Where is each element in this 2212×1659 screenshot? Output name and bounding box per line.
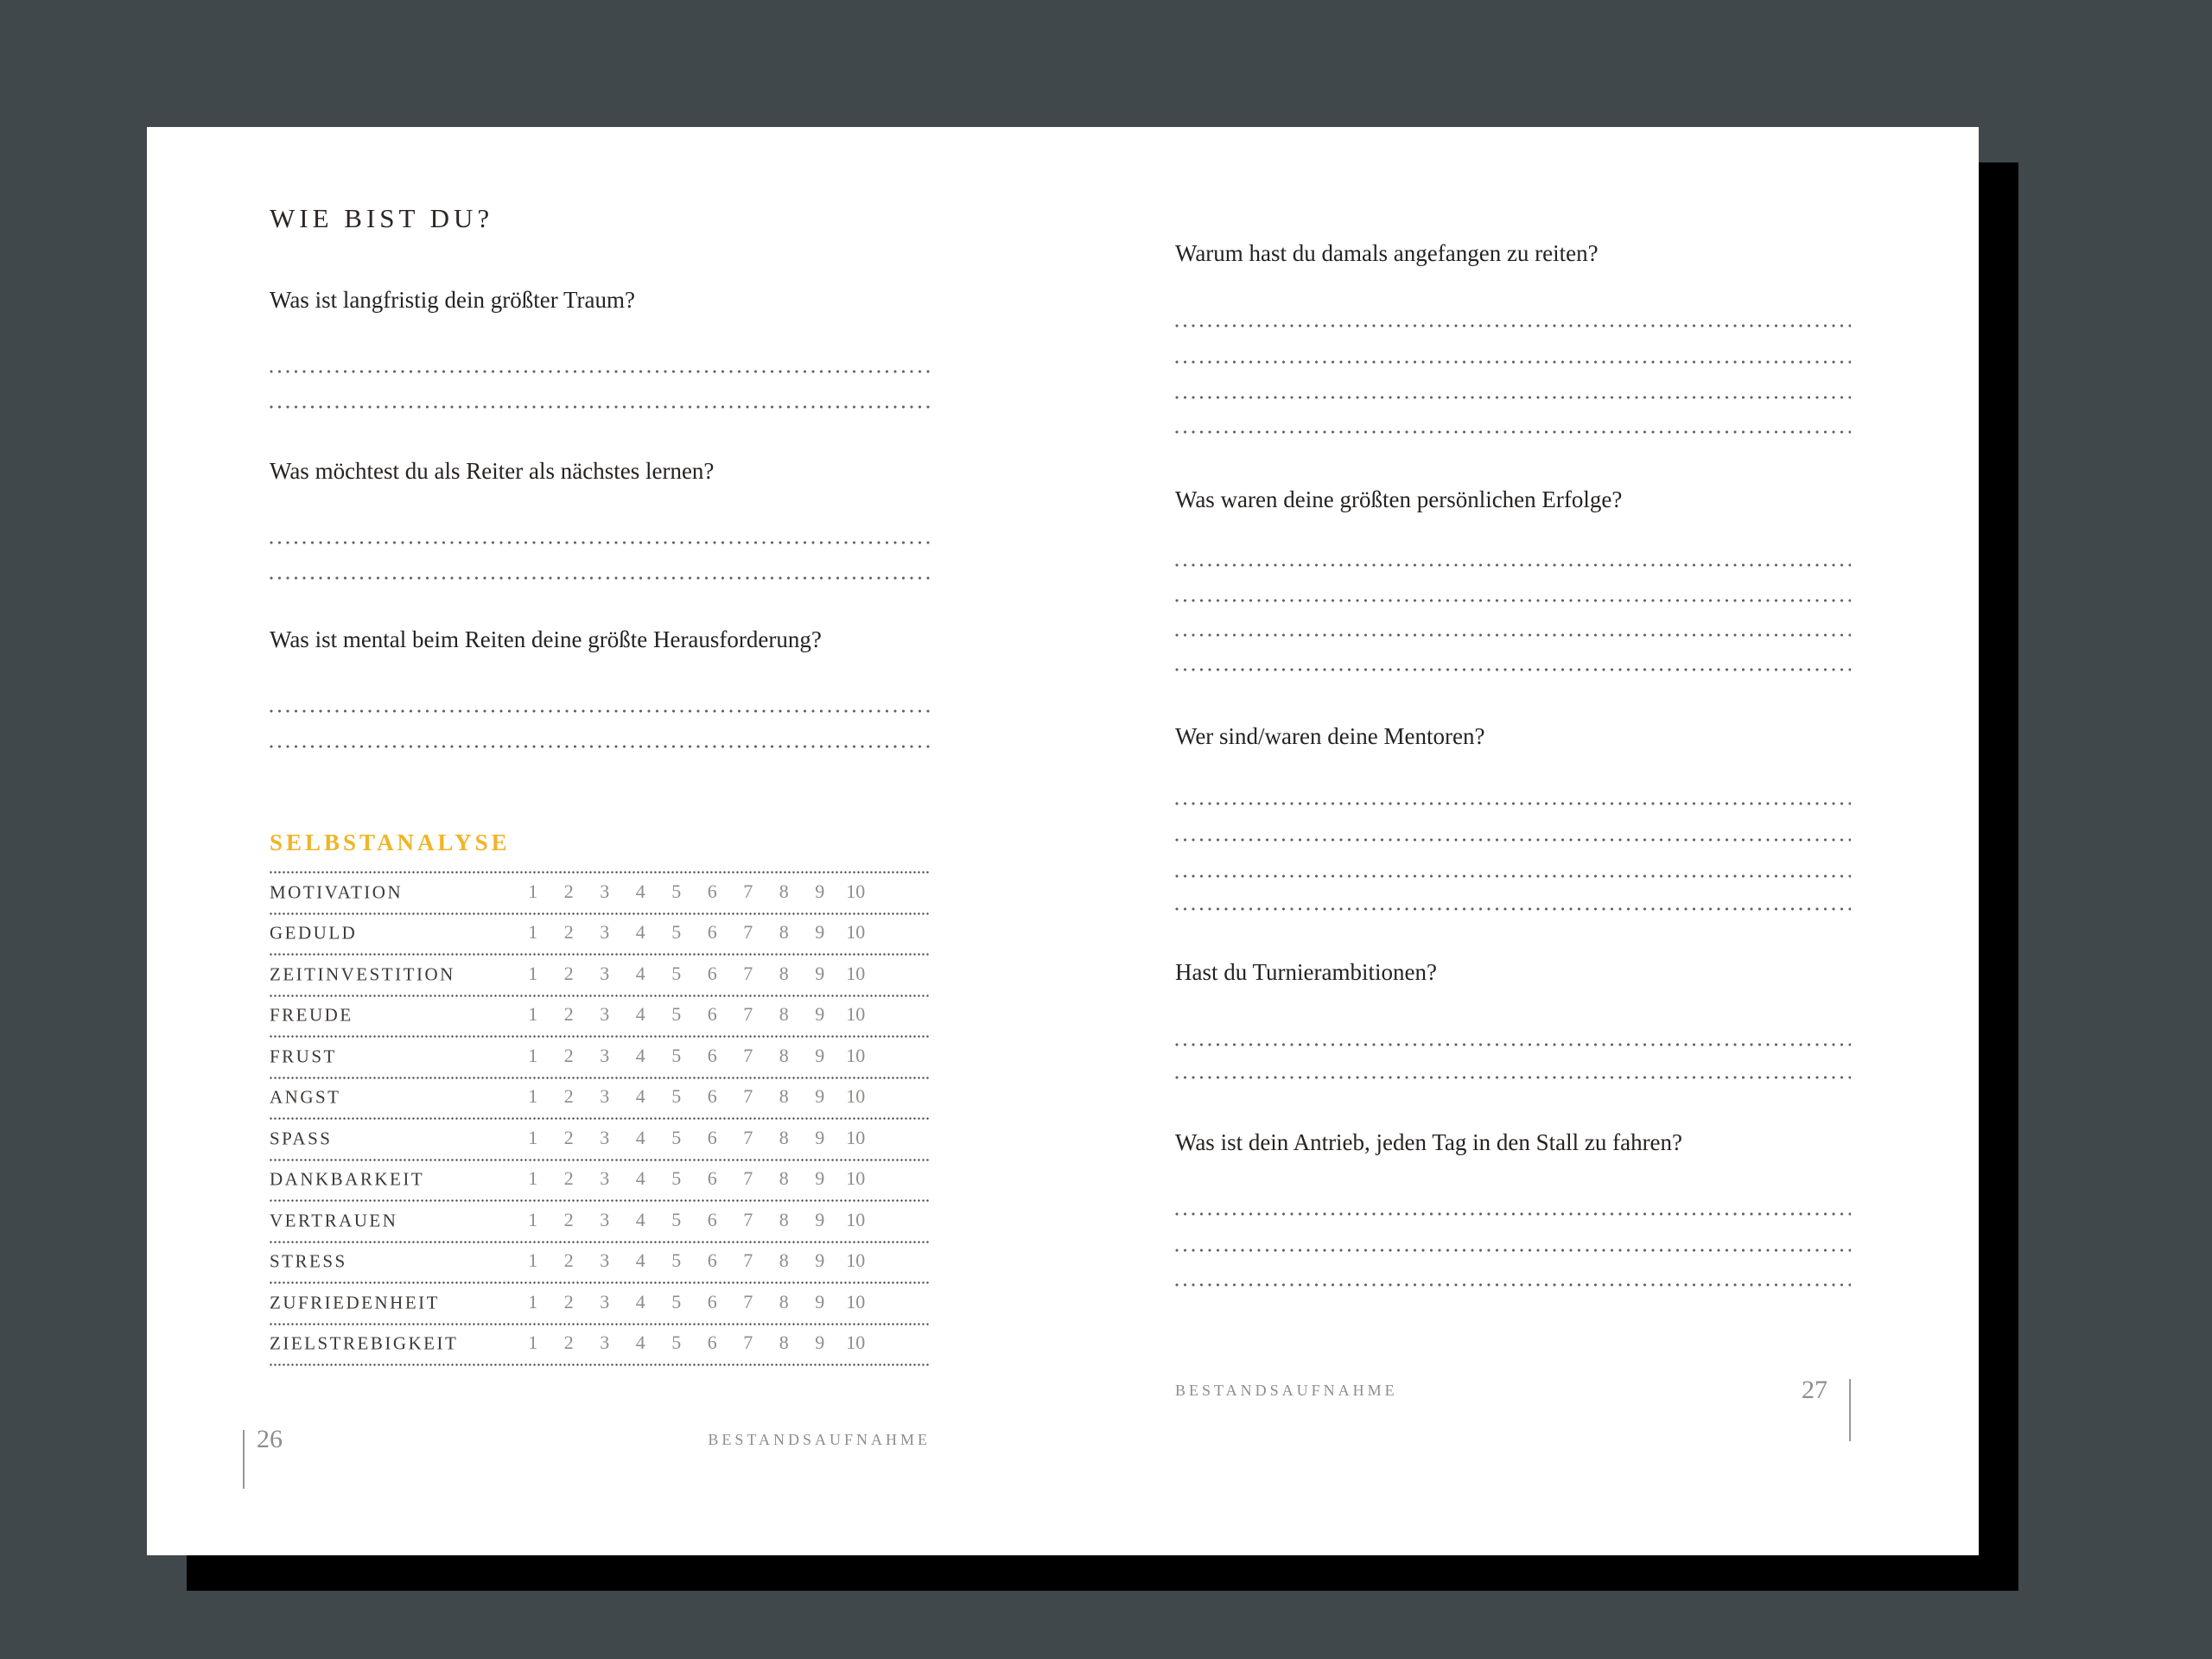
rating-scale-number: 7 — [743, 921, 753, 944]
rating-row — [270, 1323, 931, 1364]
rating-scale-number: 6 — [707, 1044, 717, 1066]
question-text: Wer sind/waren deine Mentoren? — [1175, 723, 1485, 749]
answer-dotted-line — [1175, 1212, 1851, 1216]
rating-scale — [515, 1035, 874, 1077]
footer-divider-bar — [243, 1430, 245, 1489]
rating-scale-number: 4 — [635, 921, 645, 944]
question-text: Hast du Turnierambitionen? — [1175, 959, 1437, 985]
answer-dotted-line — [270, 370, 931, 373]
answer-dotted-line — [1175, 360, 1851, 364]
page-number: 27 — [1802, 1376, 1827, 1404]
answer-dotted-line — [1175, 907, 1851, 911]
rating-row — [270, 995, 931, 1036]
rating-scale-number: 7 — [743, 1085, 753, 1108]
rating-scale-number: 6 — [707, 1249, 717, 1272]
question-text: Was waren deine größten persönlichen Erfolge? — [1175, 486, 1623, 512]
rating-scale-number: 7 — [743, 1208, 753, 1230]
rating-scale-number: 6 — [707, 1126, 717, 1148]
rating-scale-number: 2 — [563, 1085, 574, 1108]
rating-scale — [515, 995, 874, 1036]
rating-scale-number: 1 — [528, 1126, 538, 1148]
selbstanalyse-rating-table — [270, 871, 931, 1369]
rating-scale-number: 9 — [815, 1167, 825, 1190]
rating-scale-number: 8 — [779, 1167, 789, 1190]
rating-scale-number: 5 — [671, 1044, 682, 1066]
answer-dotted-line — [270, 541, 931, 544]
rating-row — [270, 953, 931, 995]
rating-row-label: DANKBARKEIT — [270, 1168, 425, 1190]
rating-scale-number: 5 — [671, 1249, 682, 1272]
rating-row-label: ZUFRIEDENHEIT — [270, 1292, 440, 1313]
rating-scale-number: 8 — [779, 1126, 789, 1148]
rating-scale-number: 6 — [707, 1290, 717, 1313]
rating-scale-number: 7 — [743, 1003, 753, 1026]
rating-scale-number: 9 — [815, 1044, 825, 1066]
rating-scale — [515, 1159, 874, 1200]
rating-scale-number: 3 — [600, 1249, 610, 1272]
rating-scale-number: 10 — [846, 1290, 866, 1313]
rating-scale-number: 5 — [671, 1126, 682, 1148]
answer-dotted-line — [1175, 430, 1851, 434]
answer-dotted-line — [270, 405, 931, 409]
answer-dotted-line — [1175, 633, 1851, 637]
rating-scale-number: 9 — [815, 1332, 825, 1354]
rating-scale-number: 4 — [635, 880, 645, 902]
answer-dotted-line — [1175, 802, 1851, 805]
answer-dotted-line — [1175, 1043, 1851, 1046]
rating-scale-number: 5 — [671, 962, 682, 984]
rating-scale-number: 3 — [600, 1044, 610, 1066]
rating-scale — [515, 1323, 874, 1364]
rating-scale-number: 1 — [528, 1003, 538, 1026]
rating-scale-number: 8 — [779, 880, 789, 902]
rating-scale-number: 6 — [707, 921, 717, 944]
question-text: Was möchtest du als Reiter als nächstes lernen? — [270, 458, 715, 484]
rating-scale-number: 3 — [600, 1003, 610, 1026]
answer-dotted-line — [1175, 668, 1851, 671]
rating-scale — [515, 953, 874, 995]
rating-scale — [515, 1281, 874, 1323]
rating-scale-number: 7 — [743, 1167, 753, 1190]
rating-scale-number: 8 — [779, 921, 789, 944]
rating-row-label: ZEITINVESTITION — [270, 963, 455, 985]
question-text: Was ist mental beim Reiten deine größte Herausforderung? — [270, 626, 822, 652]
rating-scale-number: 10 — [846, 962, 866, 984]
answer-dotted-line — [1175, 1076, 1851, 1079]
answer-dotted-line — [1175, 599, 1851, 602]
question-text: Was ist langfristig dein größter Traum? — [270, 287, 636, 313]
rating-scale-number: 10 — [846, 1085, 866, 1108]
rating-row — [270, 1077, 931, 1118]
rating-scale-number: 6 — [707, 1208, 717, 1230]
rating-scale-number: 6 — [707, 1085, 717, 1108]
rating-scale-number: 7 — [743, 1290, 753, 1313]
rating-scale-number: 1 — [528, 921, 538, 944]
rating-scale-number: 9 — [815, 1290, 825, 1313]
rating-scale-number: 3 — [600, 1085, 610, 1108]
rating-scale-number: 4 — [635, 1167, 645, 1190]
rating-scale-number: 8 — [779, 1085, 789, 1108]
rating-row-label: ANGST — [270, 1086, 341, 1108]
rating-scale-number: 10 — [846, 880, 866, 902]
rating-row — [270, 1159, 931, 1200]
rating-scale-number: 7 — [743, 1332, 753, 1354]
rating-scale-number: 5 — [671, 1208, 682, 1230]
rating-scale-number: 4 — [635, 1332, 645, 1354]
rating-scale-number: 8 — [779, 1044, 789, 1066]
page-title: WIE BIST DU? — [270, 203, 494, 233]
rating-scale-number: 7 — [743, 962, 753, 984]
rating-scale-number: 5 — [671, 1290, 682, 1313]
rating-scale-number: 5 — [671, 1003, 682, 1026]
rating-scale-number: 3 — [600, 1208, 610, 1230]
answer-dotted-line — [1175, 874, 1851, 878]
book-spread-page — [147, 127, 1979, 1555]
rating-scale-number: 9 — [815, 1249, 825, 1272]
rating-scale-number: 6 — [707, 880, 717, 902]
answer-dotted-line — [1175, 1249, 1851, 1252]
rating-scale-number: 6 — [707, 1003, 717, 1026]
rating-scale-number: 10 — [846, 1003, 866, 1026]
question-text: Warum hast du damals angefangen zu reiten? — [1175, 240, 1599, 266]
rating-scale-number: 2 — [563, 962, 574, 984]
rating-scale-number: 9 — [815, 1208, 825, 1230]
rating-scale-number: 6 — [707, 1332, 717, 1354]
rating-scale — [515, 1117, 874, 1159]
dotted-rule — [270, 1363, 931, 1366]
rating-scale-number: 2 — [563, 1208, 574, 1230]
rating-scale-number: 7 — [743, 880, 753, 902]
rating-scale-number: 2 — [563, 921, 574, 944]
rating-scale-number: 5 — [671, 921, 682, 944]
rating-row-label: SPASS — [270, 1128, 333, 1149]
rating-row — [270, 1035, 931, 1077]
answer-dotted-line — [1175, 324, 1851, 327]
question-text: Was ist dein Antrieb, jeden Tag in den Stall zu fahren? — [1175, 1129, 1683, 1155]
rating-row-label: STRESS — [270, 1250, 347, 1272]
rating-scale-number: 3 — [600, 1290, 610, 1313]
answer-dotted-line — [270, 745, 931, 748]
rating-scale-number: 8 — [779, 1290, 789, 1313]
rating-scale — [515, 1199, 874, 1241]
rating-scale-number: 4 — [635, 1085, 645, 1108]
selbstanalyse-heading: SELBSTANALYSE — [270, 830, 511, 855]
rating-scale-number: 3 — [600, 1167, 610, 1190]
rating-scale-number: 1 — [528, 1044, 538, 1066]
rating-scale-number: 8 — [779, 1249, 789, 1272]
rating-scale-number: 8 — [779, 1003, 789, 1026]
rating-scale — [515, 1241, 874, 1282]
rating-scale-number: 2 — [563, 1249, 574, 1272]
rating-row — [270, 1199, 931, 1241]
rating-scale-number: 9 — [815, 1126, 825, 1148]
rating-scale — [515, 871, 874, 912]
rating-scale-number: 1 — [528, 1208, 538, 1230]
rating-scale-number: 4 — [635, 1290, 645, 1313]
rating-scale-number: 1 — [528, 1290, 538, 1313]
rating-scale-number: 3 — [600, 962, 610, 984]
rating-scale — [515, 1077, 874, 1118]
rating-scale-number: 10 — [846, 1167, 866, 1190]
rating-scale-number: 9 — [815, 1003, 825, 1026]
rating-row-label: MOTIVATION — [270, 881, 404, 903]
rating-scale-number: 8 — [779, 962, 789, 984]
answer-dotted-line — [1175, 838, 1851, 842]
footer-section-label: BESTANDSAUFNAHME — [1175, 1382, 1398, 1399]
page-number: 26 — [257, 1425, 283, 1453]
rating-row — [270, 871, 931, 912]
rating-row-label: FRUST — [270, 1046, 337, 1067]
rating-scale-number: 5 — [671, 1085, 682, 1108]
rating-scale-number: 9 — [815, 880, 825, 902]
answer-dotted-line — [1175, 396, 1851, 399]
footer-divider-bar — [1849, 1379, 1851, 1441]
rating-row — [270, 1281, 931, 1323]
rating-scale-number: 1 — [528, 1249, 538, 1272]
rating-scale-number: 10 — [846, 1249, 866, 1272]
rating-scale-number: 9 — [815, 962, 825, 984]
rating-scale-number: 3 — [600, 1126, 610, 1148]
footer-section-label: BESTANDSAUFNAHME — [708, 1431, 931, 1448]
rating-row — [270, 1117, 931, 1159]
rating-scale-number: 10 — [846, 1208, 866, 1230]
rating-scale-number: 2 — [563, 1126, 574, 1148]
rating-scale-number: 6 — [707, 962, 717, 984]
right-page-column — [1175, 127, 1851, 1555]
rating-scale-number: 5 — [671, 1167, 682, 1190]
answer-dotted-line — [270, 576, 931, 580]
rating-scale-number: 6 — [707, 1167, 717, 1190]
rating-scale-number: 9 — [815, 1085, 825, 1108]
answer-dotted-line — [1175, 563, 1851, 567]
rating-scale-number: 9 — [815, 921, 825, 944]
rating-scale-number: 4 — [635, 1208, 645, 1230]
rating-scale-number: 10 — [846, 1126, 866, 1148]
rating-row-label: ZIELSTREBIGKEIT — [270, 1332, 459, 1354]
rating-scale-number: 7 — [743, 1126, 753, 1148]
rating-scale-number: 10 — [846, 1332, 866, 1354]
rating-scale-number: 8 — [779, 1208, 789, 1230]
rating-scale-number: 2 — [563, 1290, 574, 1313]
rating-row-label: GEDULD — [270, 922, 358, 944]
rating-scale-number: 4 — [635, 1249, 645, 1272]
rating-scale-number: 5 — [671, 880, 682, 902]
rating-scale-number: 2 — [563, 880, 574, 902]
rating-scale-number: 3 — [600, 880, 610, 902]
rating-scale-number: 5 — [671, 1332, 682, 1354]
rating-scale-number: 1 — [528, 880, 538, 902]
rating-scale-number: 8 — [779, 1332, 789, 1354]
rating-scale-number: 1 — [528, 1167, 538, 1190]
rating-scale-number: 7 — [743, 1249, 753, 1272]
rating-scale — [515, 912, 874, 954]
rating-scale-number: 2 — [563, 1003, 574, 1026]
rating-scale-number: 7 — [743, 1044, 753, 1066]
rating-scale-number: 1 — [528, 1332, 538, 1354]
rating-row-label: FREUDE — [270, 1004, 353, 1026]
rating-scale-number: 4 — [635, 1126, 645, 1148]
rating-scale-number: 4 — [635, 962, 645, 984]
rating-scale-number: 4 — [635, 1044, 645, 1066]
answer-dotted-line — [1175, 1283, 1851, 1287]
rating-scale-number: 1 — [528, 962, 538, 984]
left-page-column — [257, 127, 931, 1555]
rating-row — [270, 912, 931, 954]
rating-scale-number: 2 — [563, 1167, 574, 1190]
answer-dotted-line — [270, 709, 931, 713]
rating-scale-number: 3 — [600, 1332, 610, 1354]
rating-scale-number: 1 — [528, 1085, 538, 1108]
rating-row-label: VERTRAUEN — [270, 1210, 398, 1231]
rating-scale-number: 4 — [635, 1003, 645, 1026]
rating-row — [270, 1241, 931, 1282]
rating-scale-number: 2 — [563, 1332, 574, 1354]
rating-scale-number: 10 — [846, 921, 866, 944]
rating-scale-number: 10 — [846, 1044, 866, 1066]
rating-scale-number: 3 — [600, 921, 610, 944]
rating-scale-number: 2 — [563, 1044, 574, 1066]
